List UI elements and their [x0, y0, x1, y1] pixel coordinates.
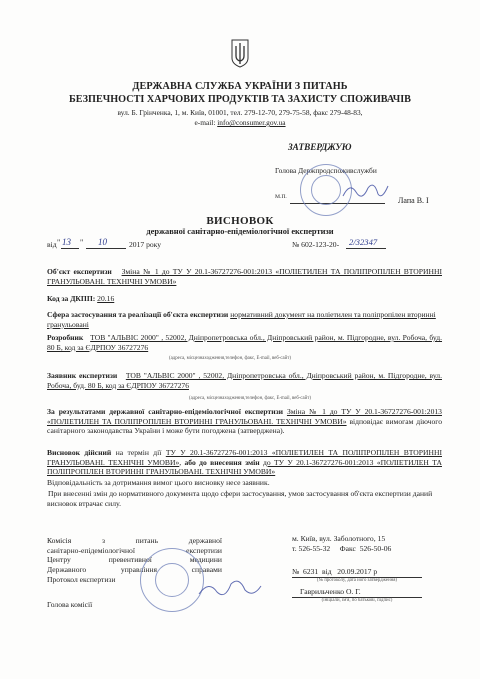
email-link[interactable]: info@consumer.gov.ua: [217, 118, 286, 127]
document-subtitle: державної санітарно-епідеміологічної експертизи: [146, 227, 334, 236]
applicant-label: Заявник експертизи: [47, 371, 118, 380]
commission-line-1: Комісія з питань державної: [47, 536, 222, 545]
validity-or: або до внесення змін: [184, 457, 260, 467]
protocol-signer-hint: (ініціали, ім'я, по батькові, підпис): [321, 598, 393, 603]
commission-head: Голова комісії: [47, 600, 93, 609]
commission-line-4: Державного управління справами: [47, 565, 222, 575]
trident-emblem-icon: [230, 38, 250, 68]
contact-address: м. Київ, вул. Заболотного, 15: [292, 534, 386, 543]
approval-signer: Лапа В. І: [398, 196, 429, 205]
official-stamp-inner: [311, 175, 341, 205]
results-label: За результатами державної санітарно-епідеміологічної експертизи: [47, 407, 284, 416]
applicant-value: ТОВ "АЛЬВІС 2000" , 52002, Дніпропетровська обл., Дніпровський район, м. Підгородне, вул. Робоча, буд. 80 Б, код за ЄДРПОУ 36727276: [47, 371, 442, 390]
dkpp-block: [47, 294, 114, 304]
approval-title: ЗАТВЕРДЖУЮ: [288, 142, 352, 152]
applicant-block: [47, 371, 442, 390]
validity-mid: на термін дії: [115, 448, 162, 457]
validity-value2: до ТУ У 20.1-36727276-001:2013 «ПОЛІЕТИЛЕН ТА ПОЛІПРОПІЛЕН ВТОРИННІ ГРАНУЛЬОВАНІ. ТЕХНІЧНІ УМОВИ»: [47, 457, 442, 477]
commission-stamp-inner: [155, 563, 189, 597]
date-prefix: від: [47, 240, 57, 249]
dkpp-label: Код за ДКПП:: [47, 294, 96, 303]
developer-block: [47, 333, 442, 352]
developer-label: Розробник: [47, 333, 84, 342]
changes-text: При внесенні змін до нормативного документа щодо сфери застосування, умов застосування об'єкта експертизи даний висновок втрачає силу.: [47, 489, 433, 508]
commission-line-5: Протокол експертизи: [47, 575, 116, 584]
results-tail: відповідає вимогам діючого санітарного законодавства України і може бути погоджена (затверджена).: [47, 416, 442, 436]
commission-line-2: санітарно-епідеміологічної експертизи: [47, 545, 222, 555]
scope-block: [47, 310, 442, 329]
developer-hint: (адреса, місцезнаходження,телефон, факс, E-mail, веб-сайт): [169, 356, 291, 361]
validity-block: Висновок дійсний на термін дії ТУ У 20.1-36727276-001:2013 «ПОЛІЕТИЛЕН ТА ПОЛІПРОПІЛЕН ВТОРИННІ ГРАНУЛЬОВАНІ. ТЕХНІЧНІ УМОВИ», або до внесення змін до ТУ У 20.1-36727276-001:2013 «ПОЛІЕТИЛЕН ТА ПОЛІПРОПІЛЕН ВТОРИННІ ГРАНУЛЬОВАНІ. ТЕХНІЧНІ УМОВИ»: [47, 448, 442, 477]
protocol-hint: (№ протоколу, дата його затвердження): [316, 578, 398, 583]
date-day: 13: [62, 237, 71, 247]
object-value: Зміна № 1 до ТУ У 20.1-36727276-001:2013 «ПОЛІЕТИЛЕН ТА ПОЛІПРОПІЛЕН ВТОРИННІ ГРАНУЛЬОВАНІ. ТЕХНІЧНІ УМОВИ»: [47, 267, 442, 286]
validity-label: Висновок дійсний: [47, 448, 112, 457]
date-month: 10: [98, 237, 107, 247]
object-block: [47, 267, 442, 286]
responsibility-text: Відповідальність за дотримання вимог цього висновку несе заявник.: [47, 478, 270, 487]
document-title: ВИСНОВОК: [206, 215, 274, 227]
commission-signature: [195, 574, 265, 604]
approval-position: Голова Держпродспоживслужби: [275, 166, 377, 175]
contact-phone: т. 526-55-32 Факс 526-50-06: [292, 544, 392, 553]
approval-signature: [340, 178, 390, 204]
approval-mp: М.П.: [275, 194, 287, 200]
results-block: [47, 407, 442, 436]
object-label: Об'єкт експертизи: [47, 267, 112, 276]
protocol-signer: Гаврильченко О. Г.: [300, 587, 361, 596]
email-label: e-mail:: [194, 118, 218, 127]
scope-label: Сфера застосування та реалізації об'єкта експертизи: [47, 310, 229, 319]
number-prefix: № 602-123-20-: [292, 240, 340, 249]
validity-value: ТУ У 20.1-36727276-001:2013 «ПОЛІЕТИЛЕН ТА ПОЛІПРОПІЛЕН ВТОРИННІ ГРАНУЛЬОВАНІ. ТЕХНІЧНІ УМОВИ»: [47, 448, 442, 467]
org-email-line: [0, 118, 480, 127]
date-open-quote: ": [57, 238, 61, 247]
date-year: 2017 року: [129, 240, 162, 249]
commission-line-3: Центру превентивної медицини: [47, 555, 222, 565]
results-value: Зміна № 1 до ТУ У 20.1-36727276-001:2013 «ПОЛІЕТИЛЕН ТА ПОЛІПРОПІЛЕН ВТОРИННІ ГРАНУЛЬОВАНІ. ТЕХНІЧНІ УМОВИ»: [47, 407, 442, 426]
org-name-line1: ДЕРЖАВНА СЛУЖБА УКРАЇНИ З ПИТАНЬ: [132, 81, 348, 92]
number-handwritten: 2/32347: [349, 237, 378, 247]
dkpp-value: 20.16: [97, 294, 115, 303]
protocol-value: № 6231 від 20.09.2017 р: [292, 567, 378, 576]
date-close-quote: ": [80, 238, 84, 247]
org-address: вул. Б. Грінченка, 1, м. Київ, 01001, тел. 279-12-70, 279-75-58, факс 279-48-83,: [117, 108, 363, 117]
applicant-hint: (адреса, місцезнаходження,телефон, факс, E-mail, веб-сайт): [189, 396, 311, 401]
scope-value: нормативний документ на поліетилен та поліпропілен вторинні гранульовані: [47, 310, 436, 329]
developer-value: ТОВ "АЛЬВІС 2000" , 52002, Дніпропетровська обл., Дніпровський район, м. Підгородне, вул. Робоча, буд. 80 Б, код за ЄДРПОУ 36727276: [47, 333, 443, 352]
org-name-line2: БЕЗПЕЧНОСТІ ХАРЧОВИХ ПРОДУКТІВ ТА ЗАХИСТУ СПОЖИВАЧІВ: [69, 94, 411, 105]
